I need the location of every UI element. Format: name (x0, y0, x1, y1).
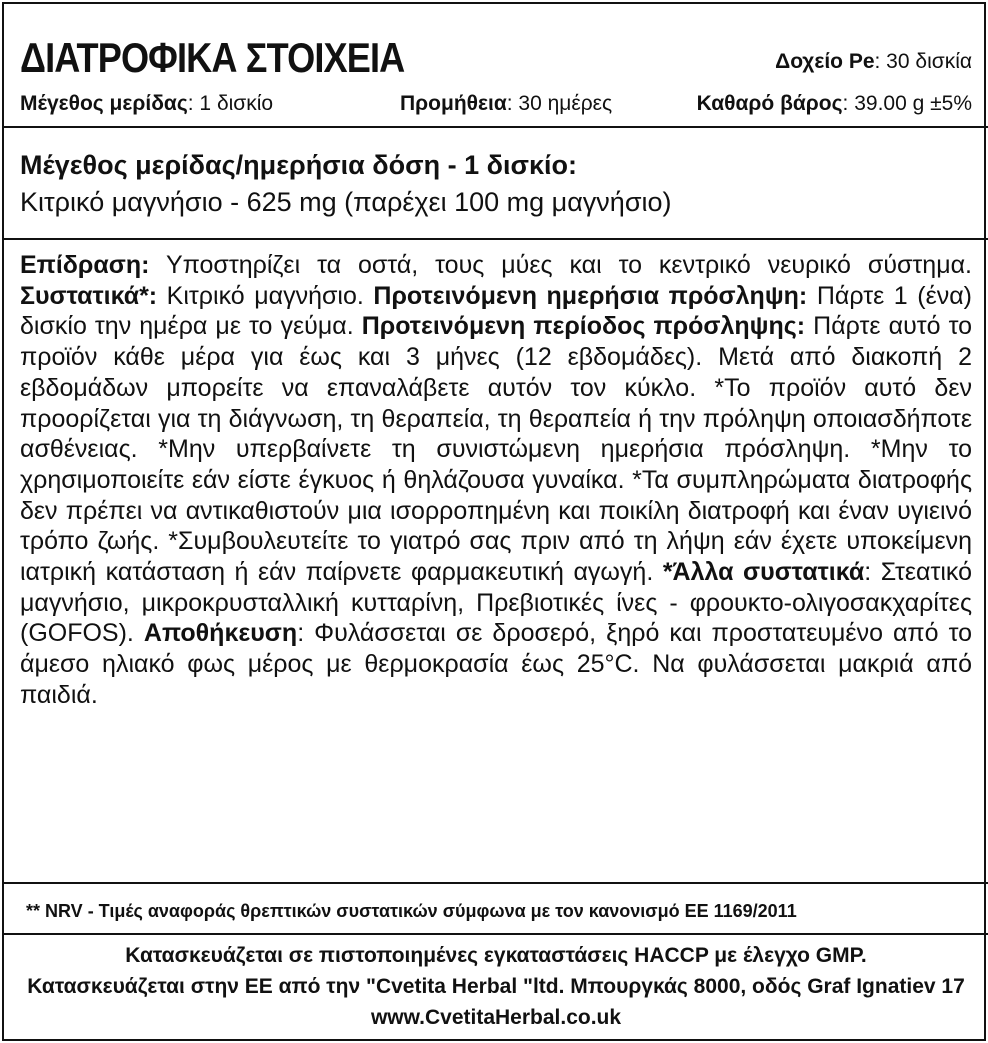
storage-label: Αποθήκευση (143, 619, 298, 648)
website-link[interactable]: www.CvetitaHerbal.co.uk (370, 1006, 622, 1029)
serving-heading: Μέγεθος μερίδας/ημερήσια δόση - 1 δισκίο: (20, 150, 578, 180)
net-weight-info (697, 92, 972, 116)
other-ingredients-text: : Στεατικό μαγνήσιο, μικροκρυσταλλική κυτταρίνη, Πρεβιοτικές ίνες - φρουκτο-ολιγοσακχαρίτες (GOFOS). (20, 558, 972, 648)
serving-size-info (20, 92, 273, 116)
storage-text: : Φυλάσσεται σε δροσερό, ξηρό και προστατευμένο από το άμεσο ηλιακό φως μέρος με θερμοκρασία έως 25°C. Να φυλάσσεται μακριά από παιδιά. (20, 619, 972, 709)
net-weight-value: : 39.00 g ±5% (842, 92, 972, 115)
divider (4, 238, 988, 240)
label-title: ΔΙΑΤΡΟΦΙΚΑ ΣΤΟΙΧΕΙΑ (20, 34, 405, 81)
haccp-line: Κατασκευάζεται σε πιστοποιημένες εγκαταστάσεις HACCP με έλεγχο GMP. (125, 944, 867, 967)
manufacturer-line: Κατασκευάζεται στην ΕΕ από την "Cvetita Herbal "ltd. Μπουργκάς 8000, οδός Graf Ignatiev 17 (27, 975, 965, 998)
effect-text: Υποστηρίζει τα οστά, τους μύες και το κεντρικό νευρικό σύστημα. (149, 251, 972, 279)
container-label: Δοχείο Pe (775, 50, 875, 73)
intake-period-label: Προτεινόμενη περίοδος πρόσληψης: (361, 312, 806, 341)
divider (4, 933, 988, 935)
supplement-facts-label (2, 2, 986, 1041)
supply-info (400, 92, 612, 116)
divider (4, 126, 988, 128)
daily-intake-text: Πάρτε 1 (ένα) δισκίο την ημέρα με το γεύμα. (20, 281, 972, 341)
net-weight-label: Καθαρό βάρος (696, 92, 843, 115)
serving-size-value: : 1 δισκίο (187, 92, 274, 115)
meta-row (20, 92, 972, 120)
other-ingredients-label: *Άλλα συστατικά (662, 558, 865, 587)
ingredients-label: Συστατικά*: (20, 281, 158, 310)
container-info (775, 50, 972, 74)
ingredients-text: Κιτρικό μαγνήσιο. (157, 281, 374, 310)
effect-label: Επίδραση: (20, 251, 150, 279)
supply-label: Προμήθεια (400, 92, 507, 115)
intake-period-text: Πάρτε αυτό το προϊόν κάθε μέρα για έως και 3 μήνες (12 εβδομάδες). Μετά από διακοπή 2 εβδομάδων μπορείτε να επαναλάβετε αυτόν τον κύκλο. *Το προϊόν αυτό δεν προορίζεται για τη διάγνωση, τη θεραπεία, τη θεραπεία ή την πρόληψη οποιασδήποτε ασθένειας. *Μην υπερβαίνετε τη συνιστώμενη ημερήσια πρόσληψη. *Μην το χρησιμοποιείτε εάν είστε έγκυος ή θηλάζουσα γυναίκα. *Τα συμπληρώματα διατροφής δεν πρέπει να αντικαθιστούν μια ισορροπημένη και ποικίλη διατροφή και έναν υγιεινό τρόπο ζωής. *Συμβουλευτείτε το γιατρό σας πριν από τη λήψη εάν έχετε υποκείμενη ιατρική κατάσταση ή εάν παίρνετε φαρμακευτική αγωγή. (20, 312, 972, 587)
manufacturer-footer (4, 940, 988, 1033)
supply-value: : 30 ημέρες (506, 92, 613, 115)
title-row (20, 34, 972, 86)
divider (4, 882, 988, 884)
nrv-note: ** NRV - Τιμές αναφοράς θρεπτικών συστατικών σύμφωνα με τον κανονισμό ΕΕ 1169/2011 (26, 901, 797, 921)
daily-intake-label: Προτεινόμενη ημερήσια πρόσληψη: (373, 281, 808, 310)
serving-ingredient: Κιτρικό μαγνήσιο - 625 mg (παρέχει 100 mg μαγνήσιο) (20, 187, 672, 217)
serving-size-label: Μέγεθος μερίδας (20, 92, 188, 115)
product-description (20, 250, 972, 711)
container-value: : 30 δισκία (874, 50, 972, 73)
serving-block (20, 150, 972, 218)
